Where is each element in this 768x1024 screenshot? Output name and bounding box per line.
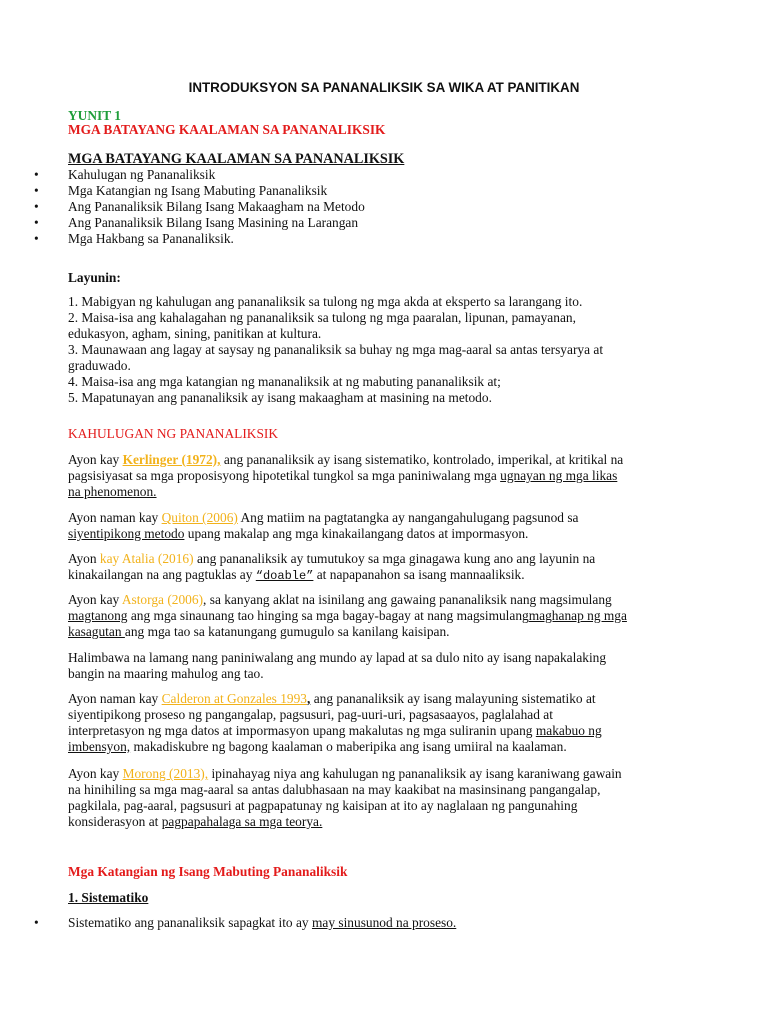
- text-run: ang pananaliksik ay isang malayuning sistematiko at: [310, 691, 596, 706]
- page-title: INTRODUKSYON SA PANANALIKSIK SA WIKA AT PANITIKAN: [188, 80, 580, 95]
- katangian-heading: Mga Katangian ng Isang Mabuting Pananaliksik: [68, 864, 348, 879]
- katangian-subheading: 1. Sistematiko: [68, 890, 149, 905]
- topic-item: [34, 167, 365, 183]
- citation-link[interactable]: Quiton (2006): [161, 510, 238, 525]
- text-line: bangin na maaring mahulog ang tao.: [68, 666, 264, 681]
- topic-item-text: Mga Hakbang sa Pananaliksik.: [68, 231, 234, 246]
- text-run: ang pananaliksik ay tumutukoy sa mga ginagawa kung ano ang layunin na: [193, 551, 596, 566]
- text-run: interpretasyon ng mga datos at impormasyon upang makalutas ng mga suliranin upang: [68, 723, 536, 738]
- unit-label: YUNIT 1: [68, 108, 121, 123]
- text-run: Sistematiko ang pananaliksik sapagkat ito ay: [68, 915, 312, 930]
- layunin-line: edukasyon, agham, sining, panitikan at kultura.: [68, 326, 322, 341]
- topic-item-text: Ang Pananaliksik Bilang Isang Masining na Larangan: [68, 215, 359, 230]
- underlined-text: imbensyon,: [68, 739, 131, 754]
- text-run: upang makalap ang mga kinakailangang datos at impormasyon.: [184, 526, 529, 541]
- text-run: Ayon naman kay: [68, 510, 162, 525]
- topic-item-text: Ang Pananaliksik Bilang Isang Makaagham na Metodo: [68, 199, 365, 214]
- katangian-bullet: [34, 915, 456, 931]
- paragraph-quiton: [68, 510, 579, 542]
- underlined-text: kasagutan: [68, 624, 125, 639]
- citation-link[interactable]: Morong (2013),: [122, 766, 209, 781]
- bullet-icon: •: [34, 167, 39, 182]
- text-line: Halimbawa na lamang nang paniniwalang ang mundo ay lapad at sa dulo nito ay isang napakalaking: [68, 650, 607, 665]
- bullet-icon: •: [34, 215, 39, 230]
- topic-item-text: Kahulugan ng Pananaliksik: [68, 167, 216, 182]
- text-run: at napapanahon sa isang mannaaliksik.: [313, 567, 525, 582]
- text-run: Ayon kay: [68, 452, 123, 467]
- text-run: ang mga tao sa katanungang gumugulo sa kanilang kaisipan.: [124, 624, 450, 639]
- paragraph-calderon: [68, 691, 602, 755]
- bullet-icon: •: [34, 231, 39, 246]
- unit-heading: MGA BATAYANG KAALAMAN SA PANANALIKSIK: [68, 122, 386, 137]
- underlined-text: may sinusunod na proseso.: [311, 915, 457, 930]
- citation-link[interactable]: Calderon at Gonzales 1993: [161, 691, 308, 706]
- text-run: konsiderasyon at: [68, 814, 162, 829]
- bullet-icon: •: [34, 199, 39, 214]
- layunin-line: 4. Maisa-isa ang mga katangian ng mananaliksik at ng mabuting pananaliksik at;: [68, 374, 501, 389]
- text-run: Ayon kay: [68, 766, 123, 781]
- text-line: pagkilala, pag-aaral, pagsusuri at pagpapatunay ng kaisipan at ito ay naglalaan ng pangunahing: [68, 798, 578, 813]
- text-run: Ayon kay: [68, 592, 122, 607]
- text-run: Ayon naman kay: [68, 691, 162, 706]
- topics-heading: [68, 151, 404, 167]
- text-line: siyentipikong proseso ng pangangalap, pagsusuri, pag-uuri-uri, pagsasaayos, paglalahad at: [68, 707, 553, 722]
- bullet-icon: •: [34, 915, 39, 930]
- paragraph-morong: [68, 766, 622, 830]
- text-run: ,: [307, 691, 311, 706]
- layunin-line: 2. Maisa-isa ang kahalagahan ng pananaliksik sa tulong ng mga paaralan, lipunan, pamayanan,: [68, 310, 576, 325]
- topic-item: [34, 199, 365, 215]
- text-run: , sa kanyang aklat na isinilang ang gawaing pananaliksik nang magsimulang: [203, 592, 612, 607]
- underlined-text: na phenomenon.: [68, 484, 157, 499]
- citation-link[interactable]: kay Atalia (2016): [99, 551, 194, 566]
- paragraph-halimbawa: [68, 650, 606, 682]
- topics-list: [34, 167, 365, 247]
- paragraph-astorga: [68, 592, 627, 640]
- layunin-line: 1. Mabigyan ng kahulugan ang pananaliksik sa tulong ng mga akda at eksperto sa larangang ito.: [68, 294, 583, 309]
- text-run: makadiskubre ng bagong kaalaman o maberipika ang isang umiiral na kaalaman.: [130, 739, 567, 754]
- paragraph-atalia: [68, 551, 595, 584]
- underlined-text: makabuo ng: [535, 723, 602, 738]
- topic-item: [34, 215, 365, 231]
- topic-item: [34, 231, 365, 247]
- underlined-text: magtanong: [68, 608, 128, 623]
- layunin-list: [68, 294, 603, 406]
- text-run: Ang matiim na pagtatangka ay nangangahulugang pagsunod sa: [237, 510, 579, 525]
- layunin-heading: Layunin:: [68, 270, 121, 285]
- text-run: ang mga sinaunang tao hinging sa mga bagay-bagay at nang magsimulang: [127, 608, 529, 623]
- underlined-text: maghanap ng mga: [528, 608, 627, 623]
- underlined-text: pagpapahalaga sa mga teorya.: [161, 814, 323, 829]
- text-line: na hinihiling sa mga mag-aaral sa antas dalubhasaan na may kaakibat na masinsinang pangangalap,: [68, 782, 601, 797]
- text-run: pagsisiyasat sa mga proposisyong hipotetikal tungkol sa mga paniniwalang mga: [68, 468, 501, 483]
- text-run: ipinahayag niya ang kahulugan ng pananaliksik ay isang karaniwang gawain: [208, 766, 622, 781]
- topic-item: [34, 183, 365, 199]
- topic-item-text: Mga Katangian ng Isang Mabuting Pananaliksik: [68, 183, 328, 198]
- layunin-line: graduwado.: [68, 358, 131, 373]
- underlined-code-text: “doable”: [255, 569, 314, 583]
- kahulugan-heading: KAHULUGAN NG PANANALIKSIK: [68, 426, 279, 441]
- layunin-line: 3. Maunawaan ang lagay at saysay ng pananaliksik sa buhay ng mga mag-aaral sa antas tersyarya at: [68, 342, 604, 357]
- underlined-text: ugnayan ng mga likas: [500, 468, 618, 483]
- paragraph-kerlinger: [68, 452, 623, 500]
- bullet-icon: •: [34, 183, 39, 198]
- citation-link[interactable]: Astorga (2006): [121, 592, 204, 607]
- underlined-text: siyentipikong metodo: [68, 526, 185, 541]
- layunin-line: 5. Mapatunayan ang pananaliksik ay isang makaagham at masining na metodo.: [68, 390, 492, 405]
- text-run: kinakailangan na ang pagtuklas ay: [68, 567, 256, 582]
- citation-link[interactable]: Kerlinger (1972),: [122, 452, 221, 467]
- text-run: ang pananaliksik ay isang sistematiko, kontrolado, imperikal, at kritikal na: [220, 452, 624, 467]
- text-run: Ayon: [68, 551, 100, 566]
- topics-heading-text: MGA BATAYANG KAALAMAN SA PANANALIKSIK: [68, 151, 405, 167]
